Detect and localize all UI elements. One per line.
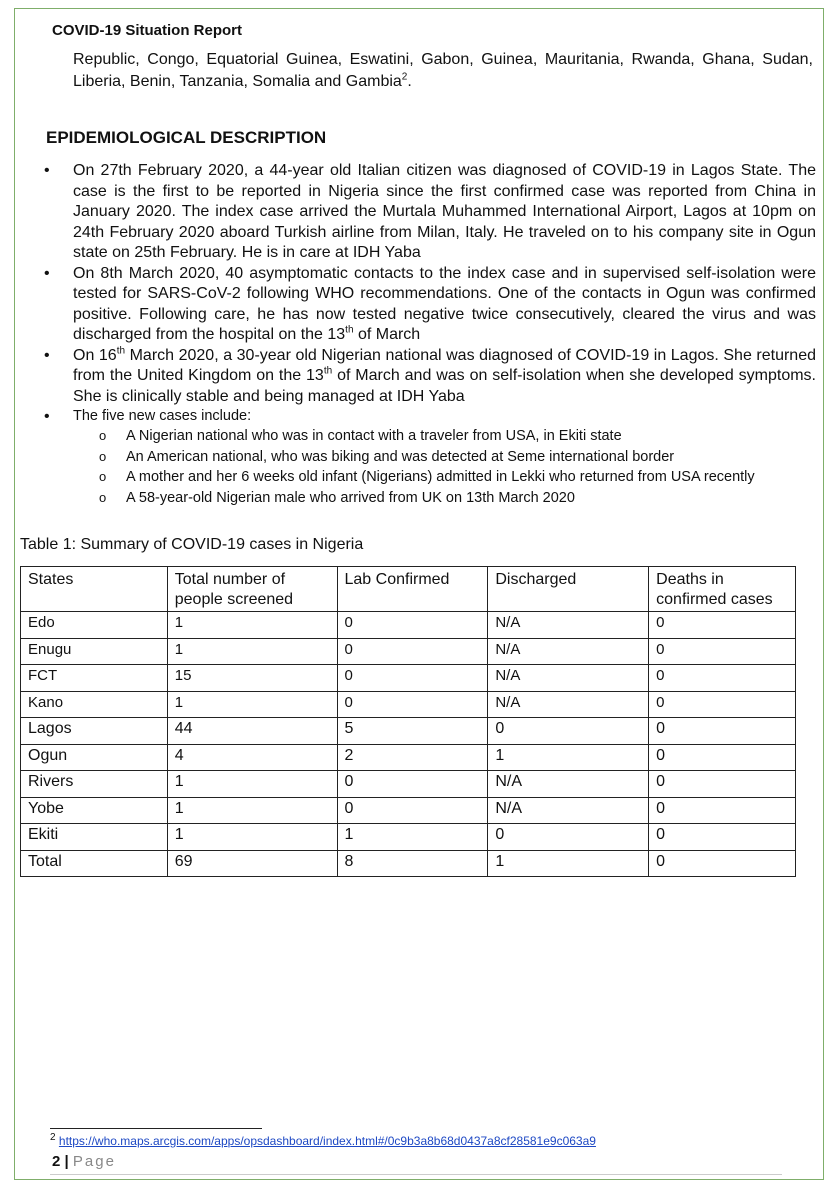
sub-bullet-item: o A 58-year-old Nigerian male who arrived from UK on 13th March 2020 bbox=[73, 488, 816, 509]
table-cell: 1 bbox=[488, 744, 649, 771]
table-cell: 0 bbox=[488, 718, 649, 745]
table-row bbox=[21, 718, 796, 745]
table-cell: Ogun bbox=[21, 744, 168, 771]
table-cell: Enugu bbox=[21, 638, 168, 665]
table-cell: N/A bbox=[488, 691, 649, 718]
table-cell: Rivers bbox=[21, 771, 168, 798]
continuation-text: Republic, Congo, Equatorial Guinea, Eswatini, Gabon, Guinea, Mauritania, Rwanda, Ghana, Sudan, Liberia, Benin, Tanzania, Somalia and Gambia bbox=[73, 51, 813, 90]
section-heading: EPIDEMIOLOGICAL DESCRIPTION bbox=[46, 128, 327, 147]
table-cell: Kano bbox=[21, 691, 168, 718]
table-cell: 0 bbox=[649, 771, 796, 798]
bullet-text: March 2020, a 30-year old Nigerian national was diagnosed of COVID-19 in Lagos. She returned from the United Kingdom on the 13 bbox=[73, 346, 816, 384]
table-cell: 4 bbox=[167, 744, 337, 771]
footnote bbox=[50, 1134, 596, 1148]
table-cell: 0 bbox=[649, 612, 796, 639]
table-cell: 0 bbox=[649, 824, 796, 851]
table-row bbox=[21, 824, 796, 851]
table-cell: N/A bbox=[488, 612, 649, 639]
bullet-text: The five new cases include: bbox=[73, 408, 252, 424]
table-cell: 0 bbox=[649, 718, 796, 745]
table-cell: 0 bbox=[337, 797, 488, 824]
table-row bbox=[21, 691, 796, 718]
table-cell: 0 bbox=[337, 665, 488, 692]
table-row bbox=[21, 797, 796, 824]
page-number: 2 bbox=[52, 1153, 61, 1170]
table-cell: 8 bbox=[337, 850, 488, 877]
bullet-item bbox=[44, 407, 816, 508]
table-cell: 0 bbox=[649, 797, 796, 824]
column-header: Total number of people screened bbox=[167, 567, 337, 612]
table-cell: 1 bbox=[167, 771, 337, 798]
table-cell: 1 bbox=[337, 824, 488, 851]
footer-divider bbox=[50, 1174, 782, 1175]
bullet-text: On 16 bbox=[73, 346, 117, 364]
table-cell: 0 bbox=[488, 824, 649, 851]
table-cell: 0 bbox=[649, 638, 796, 665]
cases-table bbox=[20, 566, 796, 877]
page-separator: | bbox=[64, 1153, 69, 1170]
table-cell: 44 bbox=[167, 718, 337, 745]
superscript: th bbox=[345, 324, 354, 336]
table-cell: Edo bbox=[21, 612, 168, 639]
continuation-end: . bbox=[407, 73, 412, 90]
bullet-text: of March and was on self-isolation when she developed symptoms. She is clinically stable and being managed at IDH Yaba bbox=[73, 367, 816, 405]
table-cell: 69 bbox=[167, 850, 337, 877]
table-cell: N/A bbox=[488, 797, 649, 824]
table-cell: Ekiti bbox=[21, 824, 168, 851]
table-caption: Table 1: Summary of COVID-19 cases in Nigeria bbox=[20, 536, 364, 553]
bullet-item bbox=[44, 264, 816, 346]
table-cell: 5 bbox=[337, 718, 488, 745]
bullet-text: of March bbox=[353, 326, 421, 343]
table-cell: 1 bbox=[488, 850, 649, 877]
footnote-ref: 2 bbox=[401, 71, 408, 83]
page-footer bbox=[52, 1153, 116, 1170]
table-header-row bbox=[21, 567, 796, 612]
table-cell: 0 bbox=[337, 638, 488, 665]
table-row bbox=[21, 638, 796, 665]
footnote-link[interactable]: https://who.maps.arcgis.com/apps/opsdashboard/index.html#/0c9b3a8b68d0437a8cf28581e9c063a9 bbox=[58, 1134, 596, 1148]
table-cell: N/A bbox=[488, 665, 649, 692]
footnote-divider bbox=[50, 1128, 262, 1129]
page-label: Page bbox=[72, 1153, 116, 1170]
table-cell: 15 bbox=[167, 665, 337, 692]
table-cell: N/A bbox=[488, 771, 649, 798]
sub-bullet-item: o A Nigerian national who was in contact with a traveler from USA, in Ekiti state bbox=[73, 426, 816, 447]
sub-bullet-item: o A mother and her 6 weeks old infant (Nigerians) admitted in Lekki who returned from USA recently bbox=[73, 467, 816, 488]
table-cell: Yobe bbox=[21, 797, 168, 824]
table-cell: 1 bbox=[167, 612, 337, 639]
table-cell: 2 bbox=[337, 744, 488, 771]
table-cell: 0 bbox=[649, 665, 796, 692]
bullet-item bbox=[44, 346, 816, 408]
report-title: COVID-19 Situation Report bbox=[52, 22, 243, 39]
continuation-paragraph bbox=[73, 49, 813, 93]
table-cell: 1 bbox=[167, 824, 337, 851]
footnote-number: 2 bbox=[50, 1132, 56, 1143]
table-row bbox=[21, 665, 796, 692]
table-cell: 1 bbox=[167, 638, 337, 665]
table-cell: Lagos bbox=[21, 718, 168, 745]
column-header: Deaths in confirmed cases bbox=[649, 567, 796, 612]
table-cell: N/A bbox=[488, 638, 649, 665]
table-cell: 0 bbox=[337, 612, 488, 639]
column-header: States bbox=[21, 567, 168, 612]
table-cell: 0 bbox=[337, 691, 488, 718]
table-cell: 1 bbox=[167, 691, 337, 718]
superscript: th bbox=[323, 365, 333, 377]
table-cell: 0 bbox=[337, 771, 488, 798]
table-cell: 1 bbox=[167, 797, 337, 824]
table-cell: FCT bbox=[21, 665, 168, 692]
table-row bbox=[21, 771, 796, 798]
superscript: th bbox=[116, 345, 126, 357]
column-header: Lab Confirmed bbox=[337, 567, 488, 612]
table-cell: 0 bbox=[649, 691, 796, 718]
column-header: Discharged bbox=[488, 567, 649, 612]
bullet-item: • On 27th February 2020, a 44-year old Italian citizen was diagnosed of COVID-19 in Lagos State. The case is the first to be reported in Nigeria since the first confirmed case was reported from China in January 2020. The index case arrived the Murtala Muhammed International Airport, Lagos at 10pm on 24th February 2020 aboard Turkish airline from Milan, Italy. He traveled on to his company site in Ogun state on 25th February. He is in care at IDH Yaba bbox=[44, 161, 816, 264]
sub-bullet-list bbox=[73, 426, 816, 508]
table-row bbox=[21, 612, 796, 639]
table-cell: 0 bbox=[649, 744, 796, 771]
sub-bullet-item: o An American national, who was biking and was detected at Seme international border bbox=[73, 447, 816, 468]
table-cell: 0 bbox=[649, 850, 796, 877]
bullet-text: On 8th March 2020, 40 asymptomatic contacts to the index case and in supervised self-isolation were tested for SARS-CoV-2 following WHO recommendations. One of the contacts in Ogun was confirmed positive. Following care, he has now tested negative twice consecutively, cleared the virus and was discharged from the hospital on the 13 bbox=[73, 264, 816, 343]
table-row bbox=[21, 744, 796, 771]
bullet-list bbox=[44, 161, 816, 508]
table-total-row bbox=[21, 850, 796, 877]
table-cell: Total bbox=[21, 850, 168, 877]
